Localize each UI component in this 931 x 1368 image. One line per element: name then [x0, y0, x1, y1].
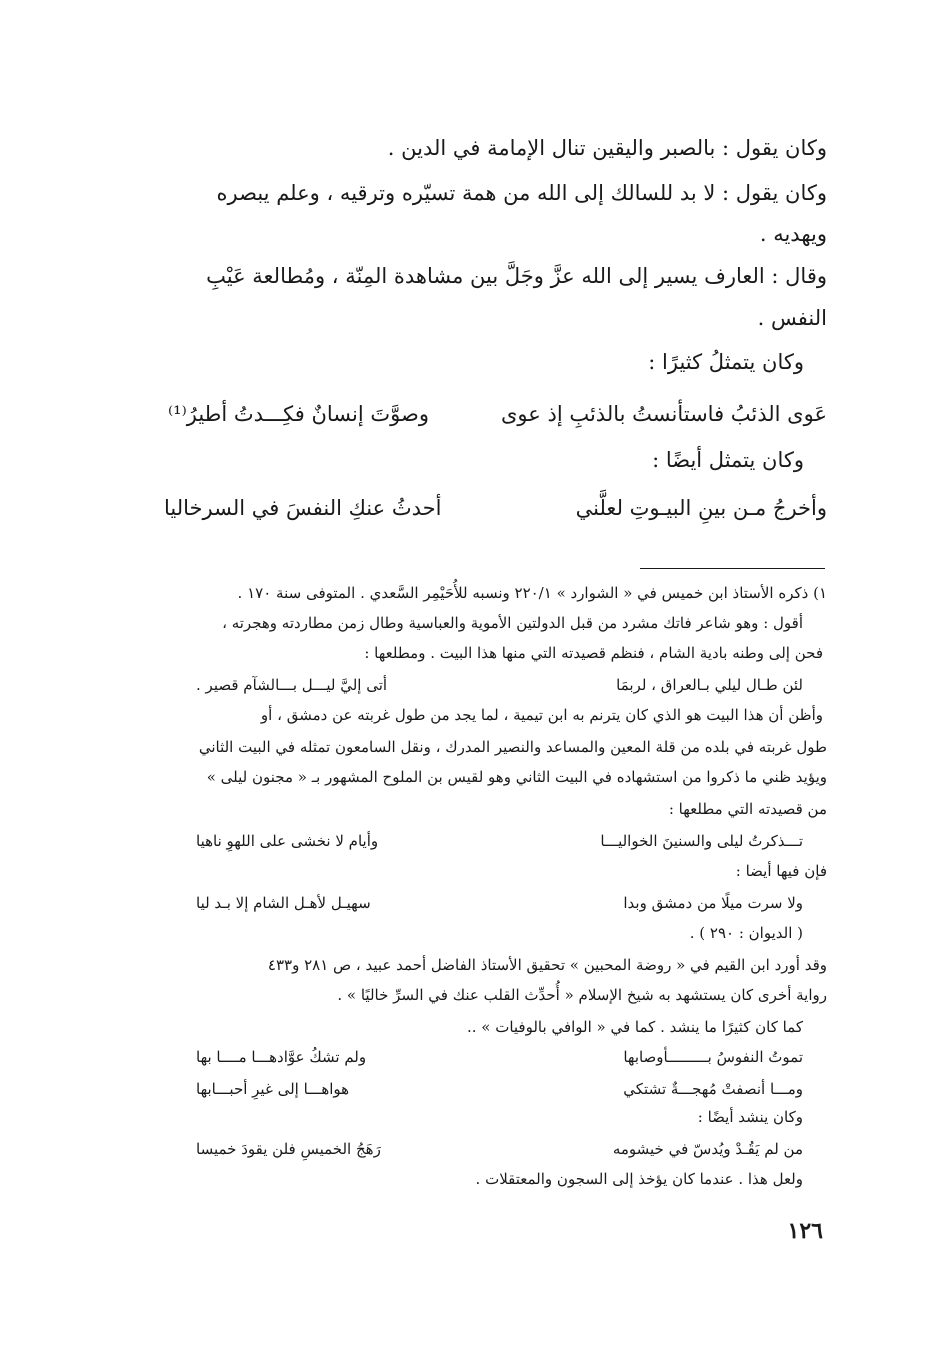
footnote-1-line-11: رواية أخرى كان يستشهد به شيخ الإسلام « أُحدِّث القلب عنك في السرِّ خاليًا » .: [337, 986, 827, 1004]
paragraph-knower-line-1: وقال : العارف يسير إلى الله عزَّ وجَلَّ بين مشاهدة المِنّة ، ومُطالعة عَيْبِ: [206, 264, 827, 288]
footnote-1-line-12: كما كان كثيرًا ما ينشد . كما في « الوافي بالوفيات » ..: [466, 1018, 803, 1036]
footnote-1-line-8: فإن فيها أيضا :: [735, 862, 827, 880]
paragraph-seeker-line-1: وكان يقول : لا بد للسالك إلى الله من همة تسيّره وترقيه ، وعلم يبصره: [216, 181, 827, 205]
footnote-1-line-5: طول غربته في بلده من قلة المعين والمساعد والنصير المدرك ، ونقل السامعون تمثله في البيت الثاني: [198, 738, 827, 756]
footnote-1-line-2: أقول : وهو شاعر فاتك مشرد من قبل الدولتين الأموية والعباسية وطال زمن مطاردته وهجرته ،: [222, 614, 803, 632]
footnote-1-line-10: وقد أورد ابن القيم في « روضة المحبين » تحقيق الأستاذ الفاضل أحمد عبيد ، ص ٢٨١ و٤٣٣: [267, 956, 827, 974]
paragraph-knower-line-2: النفس .: [757, 306, 827, 330]
footnote-verse-2-right: تـــذكرتُ ليلى والسنينَ الخواليـــا: [600, 832, 803, 850]
footnote-separator: [640, 568, 825, 569]
footnote-1-line-14: ولعل هذا . عندما كان يؤخذ إلى السجون والمعتقلات .: [475, 1170, 803, 1188]
footnote-1-line-13: وكان ينشد أيضًا :: [697, 1108, 803, 1126]
footnote-verse-1-left: أتى إليَّ ليـــل بـــالشآم قصير .: [196, 676, 388, 694]
footnote-verse-6-left: رَهَجُ الخميسِ فلن يقودَ خميسا: [196, 1140, 381, 1158]
footnote-verse-6-right: من لم يَقُـدْ ويُدسّ في خيشومه: [612, 1140, 803, 1158]
footnote-1-line-3: فحن إلى وطنه بادية الشام ، فنظم قصيدته التي منها هذا البيت . ومطلعها :: [364, 644, 823, 662]
paragraph-seeker-line-2: ويهديه .: [759, 222, 827, 246]
footnote-verse-5-left: هواهـــا إلى غيرِ أحبـــابها: [196, 1080, 350, 1098]
verse-wolf-right-hemistich: عَوى الذئبُ فاستأنستُ بالذئبِ إذ عوى: [500, 402, 827, 426]
verse-wolf-left-hemistich: وصوَّتَ إنسانٌ فكِـــدتُ أطيرُ⁽¹⁾: [168, 402, 429, 426]
footnote-verse-2-left: وأيام لا نخشى على اللهوِ ناهيا: [196, 832, 379, 850]
footnote-verse-4-right: تموتُ النفوسُ بـــــــــأوصابها: [623, 1048, 803, 1066]
footnote-verse-4-left: ولم تشكُ عوَّادهـــا مــــا بها: [196, 1048, 367, 1066]
footnote-verse-3-left: سهيـل لأهـل الشام إلا بـد ليا: [196, 894, 371, 912]
footnote-verse-5-right: ومـــا أنصفتْ مُهجـــةٌ تشتكي: [623, 1080, 803, 1098]
footnote-1-line-6: ويؤيد ظني ما ذكروا من استشهاده في البيت الثاني وهو لقيس بن الملوح المشهور بـ « مجنون ليلى »: [206, 768, 827, 786]
footnote-1-line-1: ١) ذكره الأستاذ ابن خميس في « الشوارد » ٢٢٠/١ ونسبه للأُحَيْمِر السَّعدي . المتوفى سنة ١٧٠ .: [237, 584, 827, 602]
paragraph-also-quoted: وكان يتمثل أيضًا :: [652, 448, 804, 472]
footnote-diwan-reference: ( الديوان : ٢٩٠ ) .: [689, 924, 803, 942]
footnote-1-line-7: من قصيدته التي مطلعها :: [668, 800, 827, 818]
footnote-verse-3-right: ولا سرت ميلًا من دمشق وبدا: [623, 894, 803, 912]
paragraph-often-quoted: وكان يتمثلُ كثيرًا :: [648, 350, 804, 374]
footnote-1-line-4: وأظن أن هذا البيت هو الذي كان يترنم به ابن تيمية ، لما يجد من طول غربته عن دمشق ، أو: [260, 706, 823, 724]
footnote-verse-1-right: لئن طـال ليلي بـالعراق ، لربمَا: [616, 676, 803, 694]
verse-houses-right-hemistich: وأخرجُ مـن بينِ البيـوتِ لعلَّني: [575, 496, 827, 520]
page-number: ١٢٦: [787, 1218, 823, 1244]
paragraph-patience-certainty: وكان يقول : بالصبر واليقين تنال الإمامة في الدين .: [387, 136, 827, 160]
verse-houses-left-hemistich: أحدثُ عنكِ النفسَ في السرخاليا: [164, 496, 442, 520]
